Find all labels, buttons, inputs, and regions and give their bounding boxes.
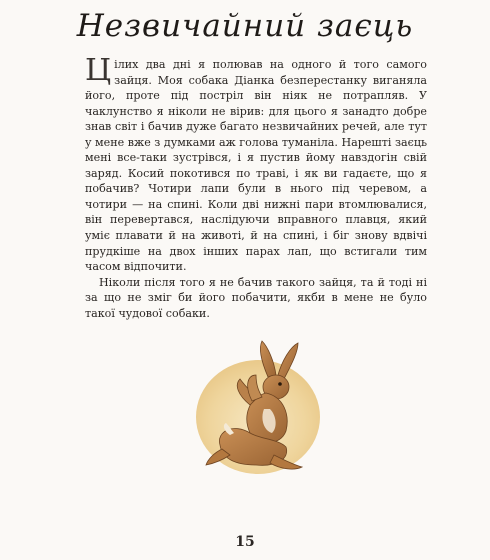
chapter-title: Незвичайний заєць — [76, 8, 414, 44]
upside-down-hare-icon — [190, 335, 340, 485]
page-number: 15 — [235, 534, 255, 550]
paragraph-2: Ніколи після того я не бачив такого зайця, та й тоді ні за що не зміг би його побачити, якби в мене не було такої чудової собаки. — [85, 275, 427, 320]
body-text — [85, 53, 427, 321]
eye — [278, 382, 282, 386]
paragraph-1-text: ілих два дні я полював на одного й того самого зайця. Моя собака Діанка безперестанку виганяла його, проте під постріл він ніяк не потрапляв. У чаклунство я ніколи не вірив: для цього я занадто добре знав світ і бачив дуже багато незвичайних речей, але тут у мене вже з думками аж голова туманіла. Нарешті заєць мені все-таки зустрівся, і я пустив йому навздогін свій заряд. Косий покотився по траві, і як ви гадаєте, що я побачив? Чотири лапи були в нього під черевом, а чотири — на спині. Коли дві нижні пари втомлювалися, він перевертався, наслідуючи вправного плавця, який уміє плавати й на животі, й на спині, і біг знову вдвічі прудкіше на двох інших парах лап, що встигали тим часом відпочити. — [85, 58, 427, 274]
drop-cap: Ц — [85, 53, 112, 88]
paragraph-1 — [85, 53, 427, 275]
